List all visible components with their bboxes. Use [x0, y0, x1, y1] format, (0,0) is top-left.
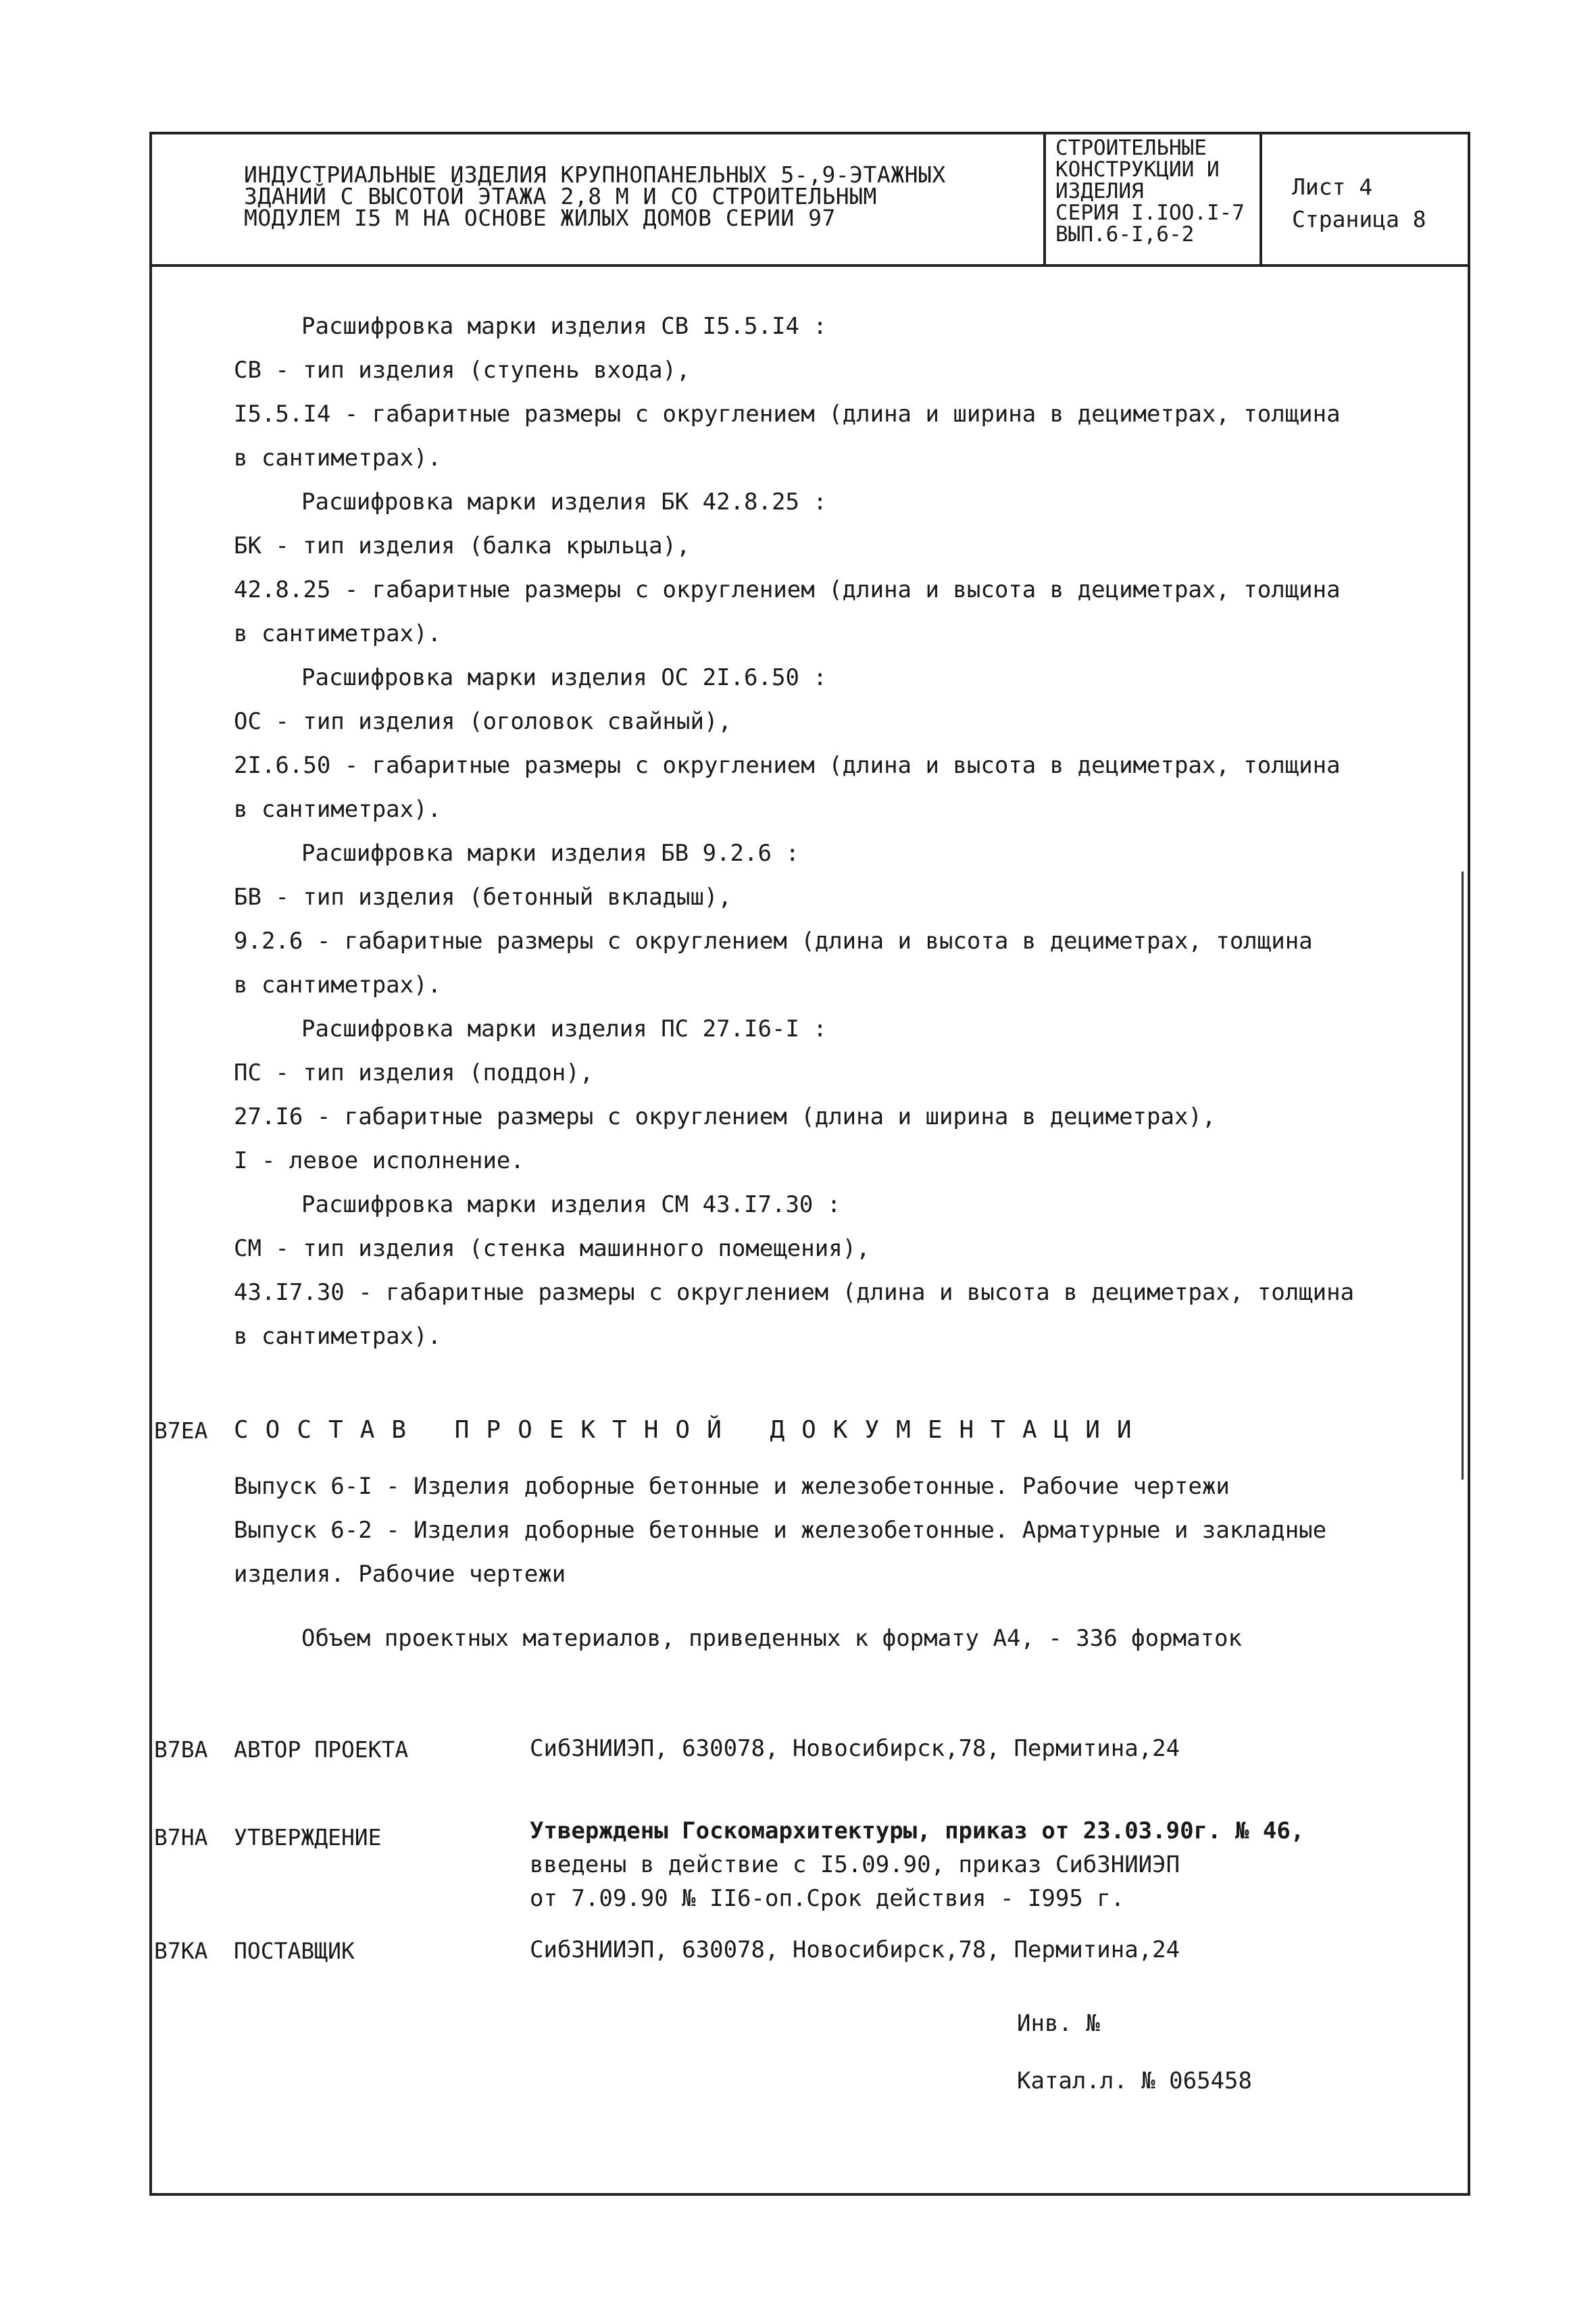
decoding-heading: Расшифровка марки изделия СМ 43.I7.30 : [301, 1191, 841, 1218]
title-cell [149, 132, 1046, 264]
approval-line: Утверждены Госкомархитектуры, приказ от 23.03.90г. № 46, [530, 1817, 1305, 1844]
decoding-line: СВ - тип изделия (ступень входа), [234, 357, 691, 384]
decoding-line: в сантиметрах). [234, 620, 442, 647]
approval-line: от 7.09.90 № II6-оп.Срок действия - I995 г. [530, 1885, 1125, 1912]
supplier-value: СибЗНИИЭП, 630078, Новосибирск,78, Пермитина,24 [530, 1936, 1180, 1963]
sheet-text [1292, 171, 1426, 236]
supplier-code: В7КА [154, 1938, 208, 1964]
decoding-line: 43.I7.30 - габаритные размеры с округлением (длина и высота в дециметрах, толщина [234, 1279, 1355, 1306]
section-code: В7ЕА [154, 1417, 208, 1444]
composition-line: изделия. Рабочие чертежи [234, 1561, 566, 1588]
series-cell [1046, 132, 1262, 264]
author-value: СибЗНИИЭП, 630078, Новосибирск,78, Пермитина,24 [530, 1735, 1180, 1762]
decoding-line: ПС - тип изделия (поддон), [234, 1059, 594, 1086]
decoding-line: БК - тип изделия (балка крыльца), [234, 532, 691, 559]
author-label: АВТОР ПРОЕКТА [234, 1736, 409, 1763]
title-line: МОДУЛЕМ I5 М НА ОСНОВЕ ЖИЛЫХ ДОМОВ СЕРИИ 97 [244, 205, 836, 231]
series-text [1055, 137, 1245, 245]
decoding-line: в сантиметрах). [234, 796, 442, 823]
approval-line: введены в действие с I5.09.90, приказ СибЗНИИЭП [530, 1851, 1180, 1878]
series-line: СТРОИТЕЛЬНЫЕ [1055, 136, 1207, 160]
decoding-heading: Расшифровка марки изделия ОС 2I.6.50 : [301, 664, 827, 691]
decoding-line: 9.2.6 - габаритные размеры с округлением (длина и высота в дециметрах, толщина [234, 928, 1313, 955]
decoding-line: в сантиметрах). [234, 1323, 442, 1350]
decoding-heading: Расшифровка марки изделия СВ I5.5.I4 : [301, 313, 827, 340]
series-line: КОНСТРУКЦИИ И [1055, 157, 1220, 182]
decoding-line: СМ - тип изделия (стенка машинного помещения), [234, 1235, 870, 1262]
title-line: ИНДУСТРИАЛЬНЫЕ ИЗДЕЛИЯ КРУПНОПАНЕЛЬНЫХ 5-,9-ЭТАЖНЫХ [244, 161, 946, 188]
decoding-line: 2I.6.50 - габаритные размеры с округлением (длина и высота в дециметрах, толщина [234, 752, 1341, 779]
decoding-heading: Расшифровка марки изделия БК 42.8.25 : [301, 488, 827, 515]
composition-line: Выпуск 6-I - Изделия доборные бетонные и железобетонные. Рабочие чертежи [234, 1473, 1230, 1500]
decoding-line: I5.5.I4 - габаритные размеры с округлением (длина и ширина в дециметрах, толщина [234, 401, 1341, 428]
title-block [149, 132, 1470, 267]
edge-mark [1462, 872, 1464, 1480]
decoding-line: в сантиметрах). [234, 972, 442, 999]
volume-line: Объем проектных материалов, приведенных к формату А4, - 336 форматок [301, 1625, 1242, 1652]
series-line: ВЫП.6-I,6-2 [1055, 222, 1195, 247]
decoding-line: 27.I6 - габаритные размеры с округлением (длина и ширина в дециметрах), [234, 1103, 1216, 1130]
decoding-line: 42.8.25 - габаритные размеры с округлением (длина и высота в дециметрах, толщина [234, 576, 1341, 603]
document-title [244, 161, 946, 231]
decoding-heading: Расшифровка марки изделия БВ 9.2.6 : [301, 840, 799, 867]
author-code: В7ВА [154, 1736, 208, 1763]
decoding-line: БВ - тип изделия (бетонный вкладыш), [234, 884, 732, 911]
series-line: ИЗДЕЛИЯ [1055, 179, 1144, 203]
inventory-number: Инв. № [1017, 2010, 1100, 2037]
composition-line: Выпуск 6-2 - Изделия доборные бетонные и железобетонные. Арматурные и закладные [234, 1517, 1327, 1544]
approval-code: В7НА [154, 1824, 208, 1851]
approval-label: УТВЕРЖДЕНИЕ [234, 1824, 382, 1851]
decoding-line: в сантиметрах). [234, 445, 442, 472]
page-number: Страница 8 [1292, 206, 1426, 232]
decoding-heading: Расшифровка марки изделия ПС 27.I6-I : [301, 1015, 827, 1042]
sheet-cell [1262, 132, 1468, 264]
series-line: СЕРИЯ I.IOO.I-7 [1055, 201, 1245, 225]
catalog-number: Катал.л. № 065458 [1017, 2067, 1252, 2094]
supplier-label: ПОСТАВЩИК [234, 1938, 355, 1964]
sheet-number: Лист 4 [1292, 174, 1373, 200]
decoding-line: ОС - тип изделия (оголовок свайный), [234, 708, 732, 735]
section-title: СОСТАВ ПРОЕКТНОЙ ДОКУМЕНТАЦИИ [234, 1416, 1149, 1444]
title-line: ЗДАНИЙ С ВЫСОТОЙ ЭТАЖА 2,8 М И СО СТРОИТЕЛЬНЫМ [244, 183, 877, 209]
decoding-line: I - левое исполнение. [234, 1147, 524, 1174]
